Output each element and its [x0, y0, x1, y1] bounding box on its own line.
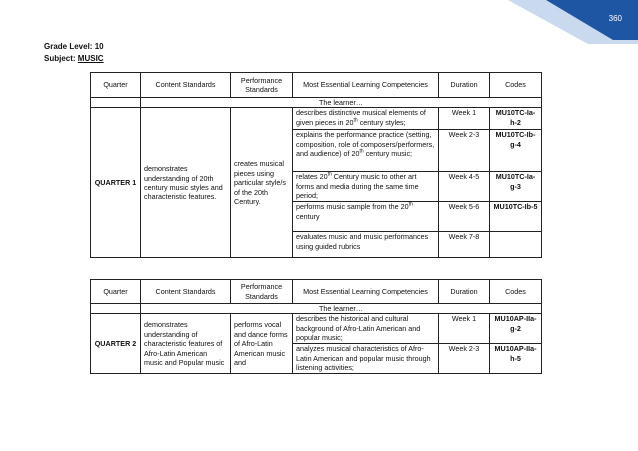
column-header-performance-standards: Performance Standards: [231, 73, 293, 98]
column-header-duration: Duration: [439, 73, 490, 98]
melc-cell: evaluates music and music performances using guided rubrics: [293, 232, 439, 258]
learner-row: [91, 304, 542, 314]
grade-label: Grade Level:: [44, 42, 93, 51]
quarter-cell: QUARTER 1: [91, 108, 141, 258]
melc-cell: analyzes musical characteristics of Afro-Latin American and popular music through listening activities;: [293, 344, 439, 374]
column-header-quarter: Quarter: [91, 280, 141, 304]
code-cell: MU10TC-Ib-5: [490, 202, 542, 232]
column-header-content-standards: Content Standards: [141, 73, 231, 98]
column-header-content-standards: Content Standards: [141, 280, 231, 304]
grade-value: 10: [94, 42, 104, 51]
melc-cell: relates 20th Century music to other art forms and media during the same time period;: [293, 172, 439, 202]
code-cell: [490, 232, 542, 258]
melc-cell: describes the historical and cultural background of Afro-Latin American and popular music;: [293, 314, 439, 344]
code-cell: MU10TC-Ia-g-3: [490, 172, 542, 202]
curriculum-table-quarter-1: [90, 72, 542, 258]
table-header-row: [91, 280, 542, 304]
melc-cell: performs music sample from the 20th century: [293, 202, 439, 232]
duration-cell: Week 5-6: [439, 202, 490, 232]
learner-label: The learner…: [141, 98, 542, 108]
page-number: 360: [608, 14, 622, 23]
code-cell: MU10AP-IIa-g-2: [490, 314, 542, 344]
duration-cell: Week 2-3: [439, 130, 490, 172]
learner-row: [91, 98, 542, 108]
duration-cell: Week 7-8: [439, 232, 490, 258]
grade-level-line: [44, 42, 104, 51]
column-header-melc: Most Essential Learning Competencies: [293, 73, 439, 98]
subject-line: [44, 54, 104, 63]
table-header-row: [91, 73, 542, 98]
table-row: [91, 314, 542, 344]
melc-cell: explains the performance practice (setting, composition, role of composers/performers, and audience) of 20th century music;: [293, 130, 439, 172]
column-header-duration: Duration: [439, 280, 490, 304]
column-header-codes: Codes: [490, 73, 542, 98]
learner-row-blank: [91, 98, 141, 108]
subject-label: Subject:: [44, 54, 76, 63]
duration-cell: Week 1: [439, 314, 490, 344]
curriculum-table-quarter-2: [90, 279, 542, 374]
duration-cell: Week 4-5: [439, 172, 490, 202]
content-standard-cell: demonstrates understanding of 20th century music styles and characteristic features.: [141, 108, 231, 258]
duration-cell: Week 2-3: [439, 344, 490, 374]
column-header-quarter: Quarter: [91, 73, 141, 98]
column-header-codes: Codes: [490, 280, 542, 304]
subject-value: MUSIC: [77, 54, 104, 63]
learner-label: The learner…: [141, 304, 542, 314]
column-header-melc: Most Essential Learning Competencies: [293, 280, 439, 304]
table-row: [91, 108, 542, 130]
code-cell: MU10TC-Ib-g-4: [490, 130, 542, 172]
content-standard-cell: demonstrates understanding of characteristic features of Afro-Latin American music and Popular music: [141, 314, 231, 374]
code-cell: MU10TC-Ia-h-2: [490, 108, 542, 130]
column-header-performance-standards: Performance Standards: [231, 280, 293, 304]
melc-cell: describes distinctive musical elements of given pieces in 20th century styles;: [293, 108, 439, 130]
performance-standard-cell: creates musical pieces using particular style/s of the 20th Century.: [231, 108, 293, 258]
code-cell: MU10AP-IIa-h-5: [490, 344, 542, 374]
quarter-cell: QUARTER 2: [91, 314, 141, 374]
learner-row-blank: [91, 304, 141, 314]
duration-cell: Week 1: [439, 108, 490, 130]
performance-standard-cell: performs vocal and dance forms of Afro-Latin American music and: [231, 314, 293, 374]
